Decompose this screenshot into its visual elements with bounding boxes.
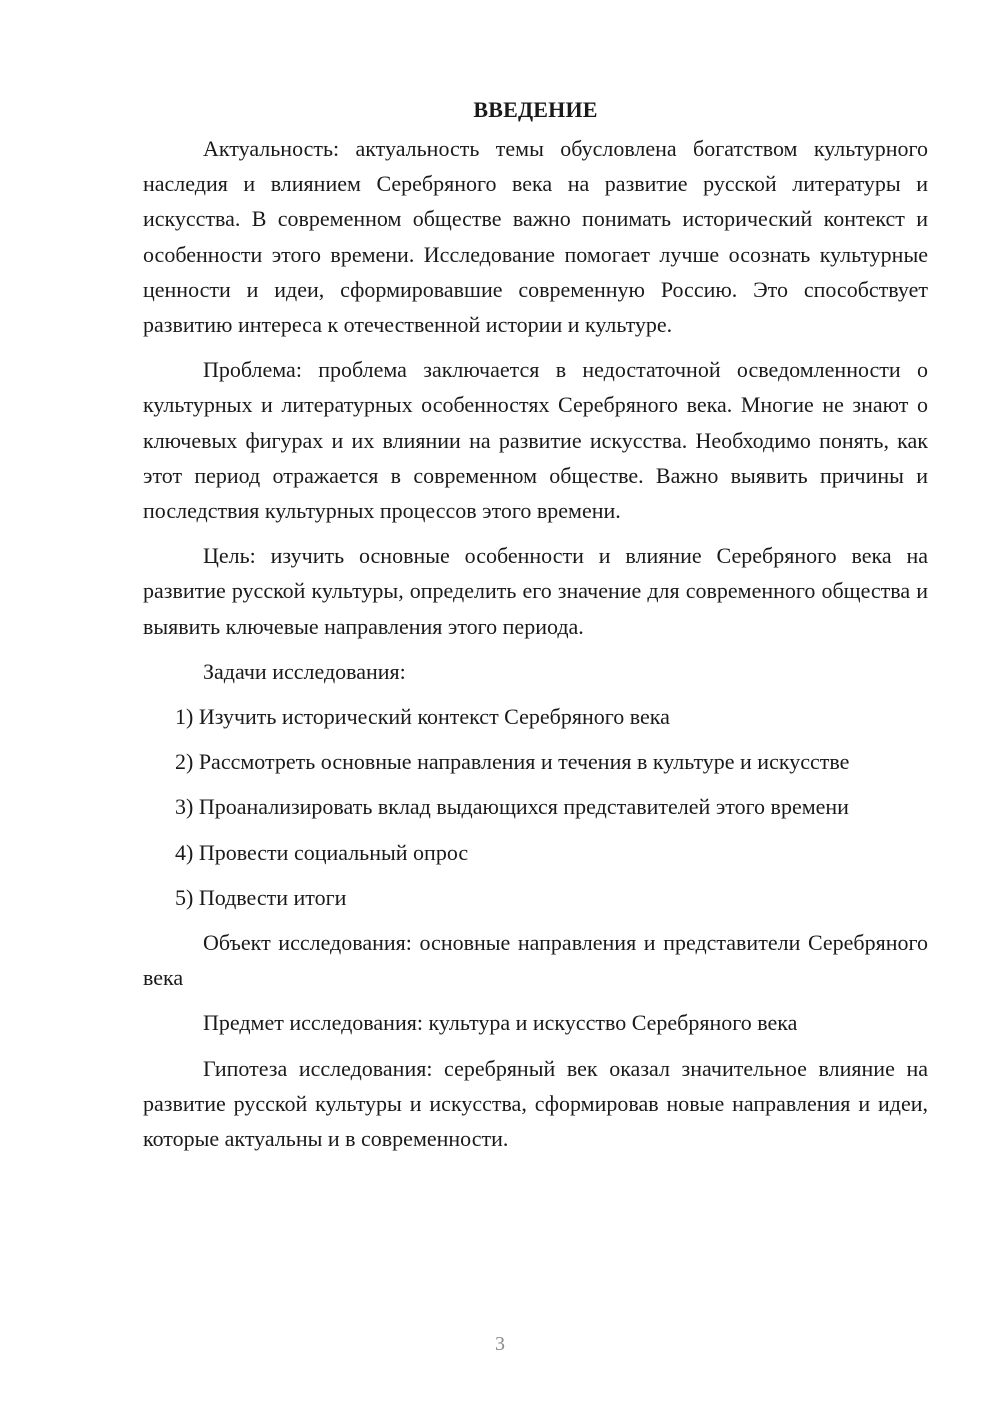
subject-paragraph: Предмет исследования: культура и искусство Серебряного века bbox=[203, 1010, 798, 1036]
task-item-1: 1) Изучить исторический контекст Серебряного века bbox=[175, 704, 670, 730]
task-item-3: 3) Проанализировать вклад выдающихся представителей этого времени bbox=[175, 794, 849, 820]
task-item-2: 2) Рассмотреть основные направления и течения в культуре и искусстве bbox=[175, 749, 850, 775]
document-page bbox=[143, 92, 928, 1166]
hypothesis-paragraph: Гипотеза исследования: серебряный век оказал значительное влияние на развитие русской культуры и искусства, сформировав новые направления и идеи, которые актуальны и в современности. bbox=[143, 1055, 928, 1152]
goal-paragraph: Цель: изучить основные особенности и влияние Серебряного века на развитие русской культуры, определить его значение для современного общества и выявить ключевые направления этого периода. bbox=[143, 543, 928, 639]
task-item-5: 5) Подвести итоги bbox=[175, 884, 347, 910]
page-number: 3 bbox=[495, 1333, 505, 1355]
problem-paragraph: Проблема: проблема заключается в недостаточной осведомленности о культурных и литературных особенностях Серебряного века. Многие не знают о ключевых фигурах и их влиянии на развитие искусства. Необходимо понять, как этот период отражается в современном обществе. Важно выявить причины и последствия культурных процессов этого времени. bbox=[143, 357, 928, 524]
object-paragraph: Объект исследования: основные направления и представители Серебряного века bbox=[143, 930, 928, 991]
task-item-4: 4) Провести социальный опрос bbox=[175, 839, 469, 865]
tasks-heading: Задачи исследования: bbox=[203, 658, 406, 684]
section-title: ВВЕДЕНИЕ bbox=[473, 97, 598, 122]
relevance-paragraph: Актуальность: актуальность темы обусловлена богатством культурного наследия и влиянием Серебряного века на развитие русской литературы и искусства. В современном обществе важно понимать исторический контекст и особенности этого времени. Исследование помогает лучше осознать культурные ценности и идеи, сформировавшие современную Россию. Это способствует развитию интереса к отечественной истории и культуре. bbox=[143, 136, 928, 338]
